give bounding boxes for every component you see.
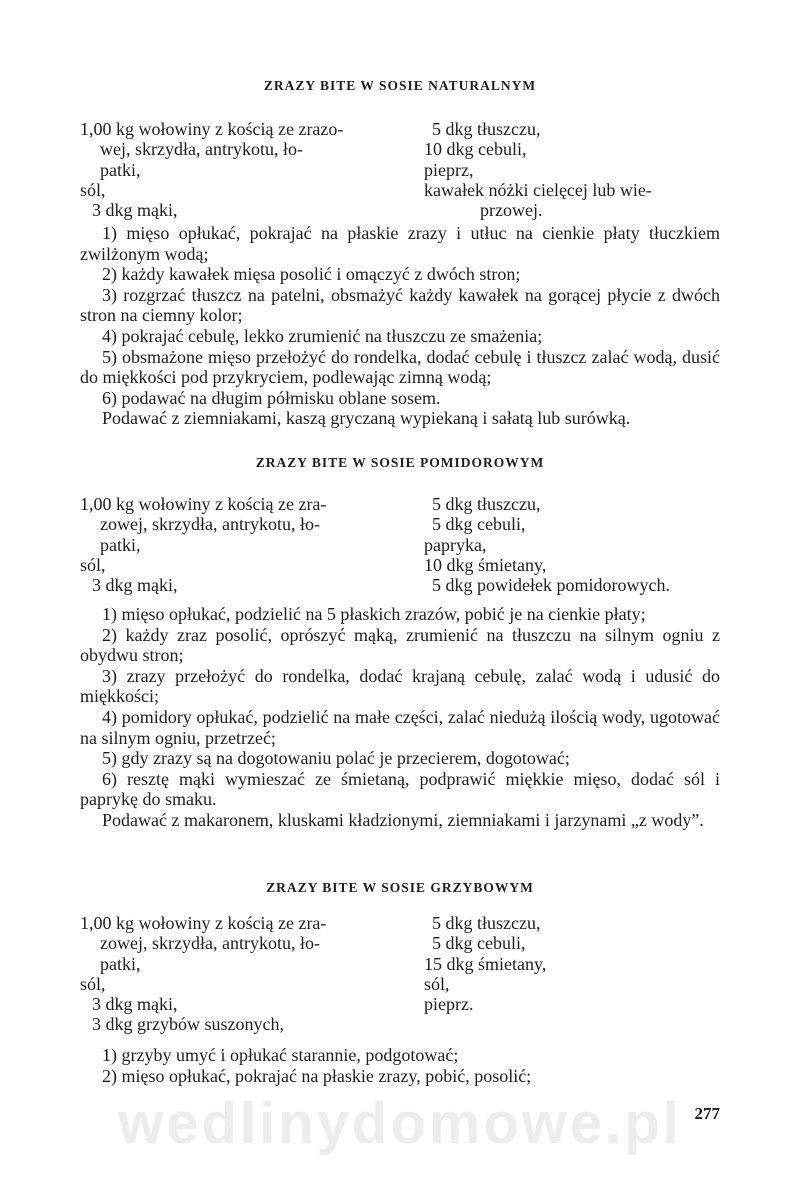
ingredients-left-naturalnym: [80, 119, 380, 220]
steps-grzybowym: [80, 1045, 720, 1086]
ingredients-left-grzybowym: [80, 913, 380, 1035]
ingredient-line: 5 dkg cebuli,: [432, 514, 526, 535]
ingredient-line: przowej.: [480, 200, 543, 221]
step-text: 4) pomidory opłukać, podzielić na małe części, zalać niedużą ilością wody, ugotować na silnym ogniu, przetrzeć;: [80, 706, 720, 748]
ingredient-line: pieprz,: [424, 159, 474, 180]
ingredient-line: patki,: [100, 953, 141, 974]
serving-note: Podawać z ziemniakami, kaszą gryczaną wypiekaną i sałatą lub surówką.: [102, 408, 631, 429]
ingredients-left-pomidorowym: [80, 494, 380, 595]
ingredient-line: 3 dkg mąki,: [92, 200, 178, 221]
ingredient-line: papryka,: [424, 534, 487, 555]
step-text: 5) gdy zrazy są na dogotowaniu polać je przecierem, dogotować;: [102, 748, 570, 769]
ingredient-line: 5 dkg tłuszczu,: [432, 913, 541, 933]
ingredient-line: pieprz.: [424, 994, 474, 1015]
ingredient-line: sól,: [424, 973, 450, 994]
ingredient-line: zowej, skrzydła, antrykotu, ło-: [100, 933, 320, 954]
ingredient-line: 5 dkg tłuszczu,: [432, 119, 541, 139]
ingredient-line: 5 dkg tłuszczu,: [432, 494, 541, 514]
recipe-title-grzybowym: ZRAZY BITE W SOSIE GRZYBOWYM: [266, 880, 534, 895]
ingredient-line: kawałek nóżki cielęcej lub wie-: [424, 179, 652, 200]
ingredients-right-naturalnym: [424, 119, 724, 220]
ingredient-line: wej, skrzydła, antrykotu, ło-: [100, 139, 303, 160]
ingredient-line: 3 dkg grzybów suszonych,: [92, 1014, 284, 1035]
ingredient-line: 15 dkg śmietany,: [424, 953, 547, 974]
ingredient-line: 3 dkg mąki,: [92, 575, 178, 596]
ingredient-line: 3 dkg mąki,: [92, 994, 178, 1015]
step-text: 5) obsmażone mięso przełożyć do rondelka, dodać cebulę i tłuszcz zalać wodą, dusić do miękkości pod przykryciem, podlewając zimną wodą;: [80, 346, 720, 388]
step-text: 2) każdy kawałek mięsa posolić i omączyć z dwóch stron;: [102, 264, 521, 285]
ingredient-line: 1,00 kg wołowiny z kością ze zra-: [80, 494, 327, 514]
ingredient-line: 10 dkg śmietany,: [424, 554, 547, 575]
recipe-title-pomidorowym: ZRAZY BITE W SOSIE POMIDOROWYM: [255, 455, 545, 470]
ingredients-right-grzybowym: [424, 913, 724, 1014]
step-text: 3) zrazy przełożyć do rondelka, dodać krajaną cebulę, zalać wodą i udusić do miękkości;: [80, 665, 720, 707]
steps-naturalnym: [80, 223, 720, 429]
serving-note: Podawać z makaronem, kluskami kładzionymi, ziemniakami i jarzynami „z wody”.: [102, 809, 704, 830]
ingredient-line: 1,00 kg wołowiny z kością ze zrazo-: [80, 119, 344, 139]
ingredient-line: sól,: [80, 179, 106, 200]
step-text: 2) mięso opłukać, pokrajać na płaskie zrazy, pobić, posolić;: [102, 1065, 532, 1086]
ingredient-line: patki,: [100, 534, 141, 555]
ingredients-right-pomidorowym: [424, 494, 724, 595]
ingredient-line: 5 dkg powidełek pomidorowych.: [432, 575, 670, 596]
step-text: 6) resztę mąki wymieszać ze śmietaną, podprawić miękkie mięso, dodać sól i paprykę do smaku.: [80, 768, 720, 810]
steps-pomidorowym: [80, 604, 720, 831]
step-text: 4) pokrajać cebulę, lekko zrumienić na tłuszczu ze smażenia;: [102, 325, 543, 346]
step-text: 1) mięso opłukać, podzielić na 5 płaskich zrazów, pobić je na cienkie płaty;: [102, 604, 646, 624]
ingredient-line: 5 dkg cebuli,: [432, 933, 526, 954]
recipe-title-naturalnym: ZRAZY BITE W SOSIE NATURALNYM: [263, 78, 537, 93]
watermark: wedlinydomowe.pl: [118, 1091, 682, 1156]
ingredient-line: 10 dkg cebuli,: [424, 139, 527, 160]
ingredient-line: patki,: [100, 159, 141, 180]
step-text: 1) mięso opłukać, pokrajać na płaskie zrazy i utłuc na cienkie płaty tłuczkiem zwilżonym wodą;: [80, 223, 720, 264]
ingredient-line: zowej, skrzydła, antrykotu, ło-: [100, 514, 320, 535]
step-text: 3) rozgrzać tłuszcz na patelni, obsmażyć każdy kawałek na gorącej płycie z dwóch stron na ciemny kolor;: [80, 284, 720, 326]
ingredient-line: sól,: [80, 554, 106, 575]
step-text: 6) podawać na długim półmisku oblane sosem.: [102, 387, 441, 408]
page-number: 277: [694, 1104, 720, 1123]
ingredient-line: sól,: [80, 973, 106, 994]
step-text: 2) każdy zraz posolić, oprószyć mąką, zrumienić na tłuszczu na silnym ogniu z obydwu stron;: [80, 624, 720, 666]
ingredient-line: 1,00 kg wołowiny z kością ze zra-: [80, 913, 327, 933]
step-text: 1) grzyby umyć i opłukać starannie, podgotować;: [102, 1045, 459, 1065]
